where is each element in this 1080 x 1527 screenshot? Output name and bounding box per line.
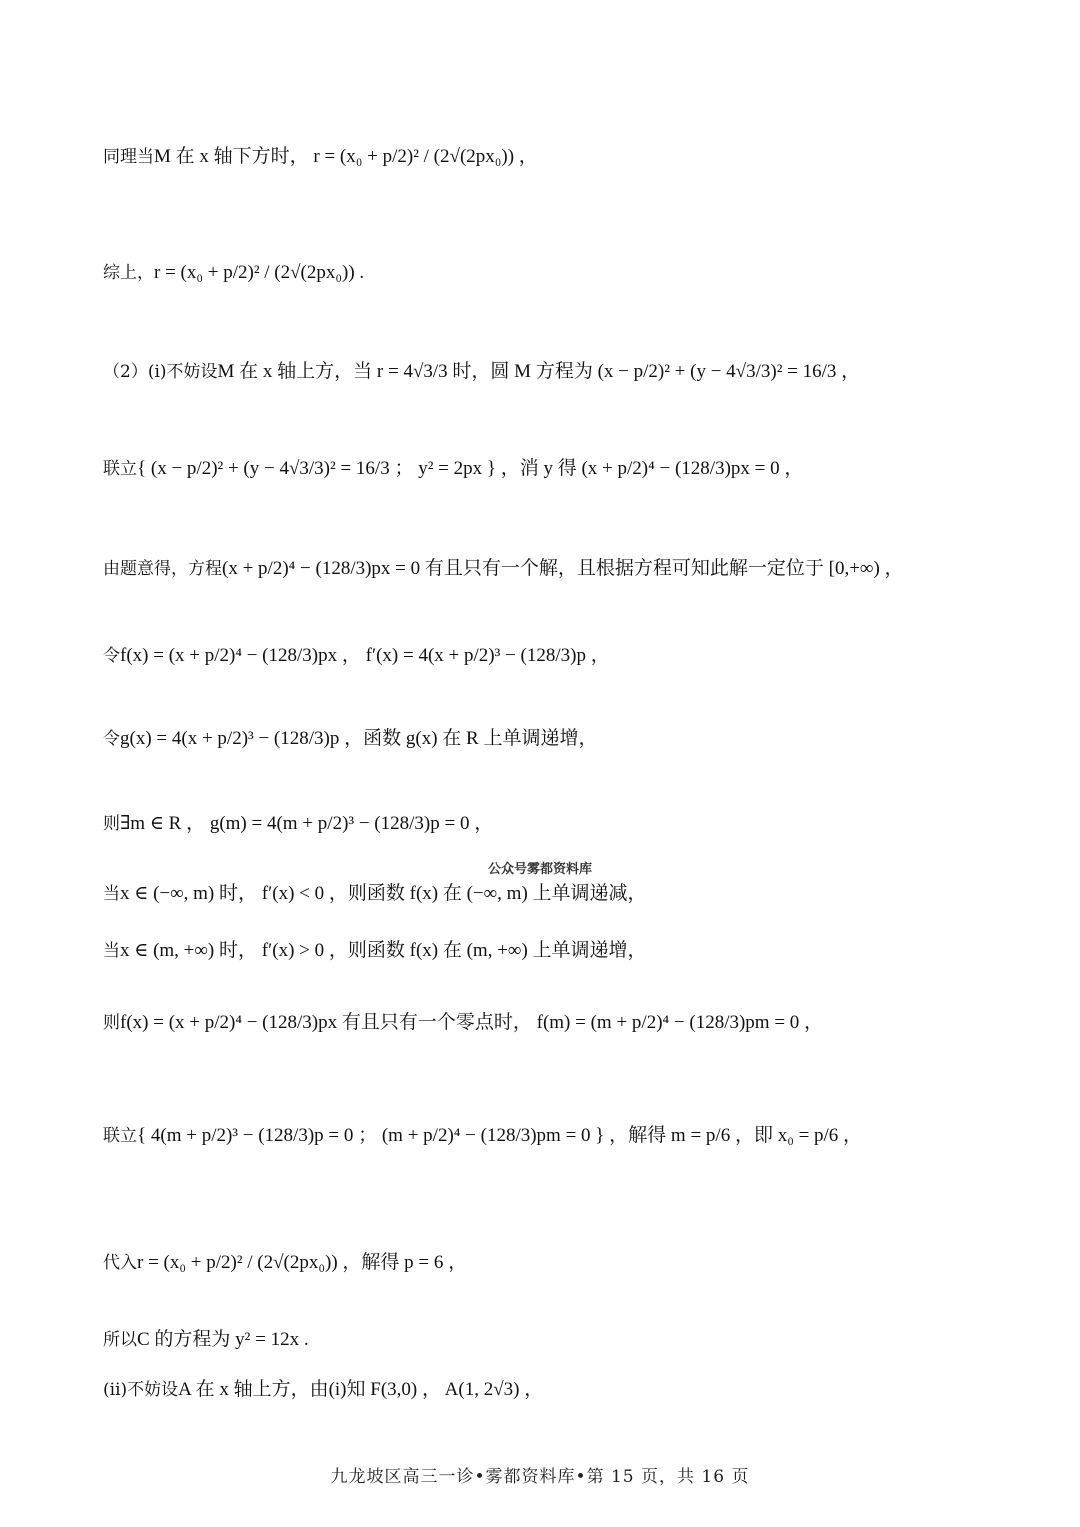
text-line-15 [103, 1379, 543, 1402]
line-text: 则 [103, 814, 120, 835]
page-footer: 九龙坡区高三一诊•雾都资料库•第 15 页，共 16 页 [330, 1467, 750, 1487]
math-expression: { (x − p/2)² + (y − 4√3/3)² = 16/3 ； y² = 2px } ，消 y 得 (x + p/2)⁴ − (128/3)px = 0 ， [137, 458, 804, 479]
line-text: 由题意得，方程 [103, 559, 222, 580]
math-expression: f(x) = (x + p/2)⁴ − (128/3)px ， f′(x) = 4(x + p/2)³ − (128/3)p ， [120, 645, 610, 666]
math-expression: C 的方程为 y² = 12x . [137, 1329, 309, 1350]
line-text: 所以 [103, 1330, 137, 1351]
math-expression: g(x) = 4(x + p/2)³ − (128/3)p ，函数 g(x) 在 R 上单调递增， [120, 728, 598, 749]
text-line-9 [103, 883, 647, 906]
math-expression: r = (x₀ + p/2)² / (2√(2px₀)) . [154, 262, 365, 283]
math-expression: r = (x₀ + p/2)² / (2√(2px₀)) ，解得 p = 6 ， [137, 1252, 468, 1273]
text-line-12 [103, 1125, 862, 1148]
watermark: 公众号雾都资料库 [487, 862, 592, 877]
text-line-4 [103, 458, 803, 481]
math-expression: x ∈ (m, +∞) 时， f′(x) > 0 ，则函数 f(x) 在 (m, +∞) 上单调递增， [120, 940, 647, 961]
line-text: 联立 [103, 459, 137, 480]
line-text: 联立 [103, 1126, 137, 1147]
line-text: (ii)不妨设 [103, 1380, 179, 1401]
line-text: （2）(i)不妨设 [103, 362, 218, 383]
math-expression: f(x) = (x + p/2)⁴ − (128/3)px 有且只有一个零点时， f(m) = (m + p/2)⁴ − (128/3)pm = 0 ， [120, 1012, 824, 1033]
text-line-10 [103, 940, 647, 963]
text-line-5 [103, 558, 904, 581]
line-text: 当 [103, 941, 120, 962]
text-line-14 [103, 1329, 309, 1352]
line-text: 同理当 [103, 147, 154, 168]
line-text: 综上， [103, 263, 154, 284]
math-expression: x ∈ (−∞, m) 时， f′(x) < 0 ，则函数 f(x) 在 (−∞, m) 上单调递减， [120, 883, 647, 904]
math-expression: { 4(m + p/2)³ − (128/3)p = 0 ； (m + p/2)⁴ − (128/3)pm = 0 } ，解得 m = p/6 ，即 x₀ = p/6 ， [137, 1125, 863, 1146]
math-expression: (x + p/2)⁴ − (128/3)px = 0 有且只有一个解，且根据方程可知此解一定位于 [0,+∞) ， [222, 558, 904, 579]
line-text: 令 [103, 646, 120, 667]
text-line-3 [103, 361, 860, 384]
text-line-1 [103, 146, 538, 169]
line-text: 代入 [103, 1253, 137, 1274]
line-text: 则 [103, 1013, 120, 1034]
math-expression: ∃m ∈ R ， g(m) = 4(m + p/2)³ − (128/3)p = 0 ， [120, 813, 494, 834]
text-line-6 [103, 645, 610, 668]
math-expression: A 在 x 轴上方，由(i)知 F(3,0) ， A(1, 2√3) ， [178, 1379, 544, 1400]
text-line-11 [103, 1012, 823, 1035]
math-expression: M 在 x 轴上方，当 r = 4√3/3 时，圆 M 方程为 (x − p/2)² + (y − 4√3/3)² = 16/3 ， [217, 361, 861, 382]
text-line-7 [103, 728, 597, 751]
text-line-2 [103, 262, 364, 285]
text-line-13 [103, 1252, 467, 1275]
line-text: 令 [103, 729, 120, 750]
math-expression: M 在 x 轴下方时， r = (x₀ + p/2)² / (2√(2px₀)) ， [154, 146, 538, 167]
text-line-8 [103, 813, 493, 836]
line-text: 当 [103, 884, 120, 905]
